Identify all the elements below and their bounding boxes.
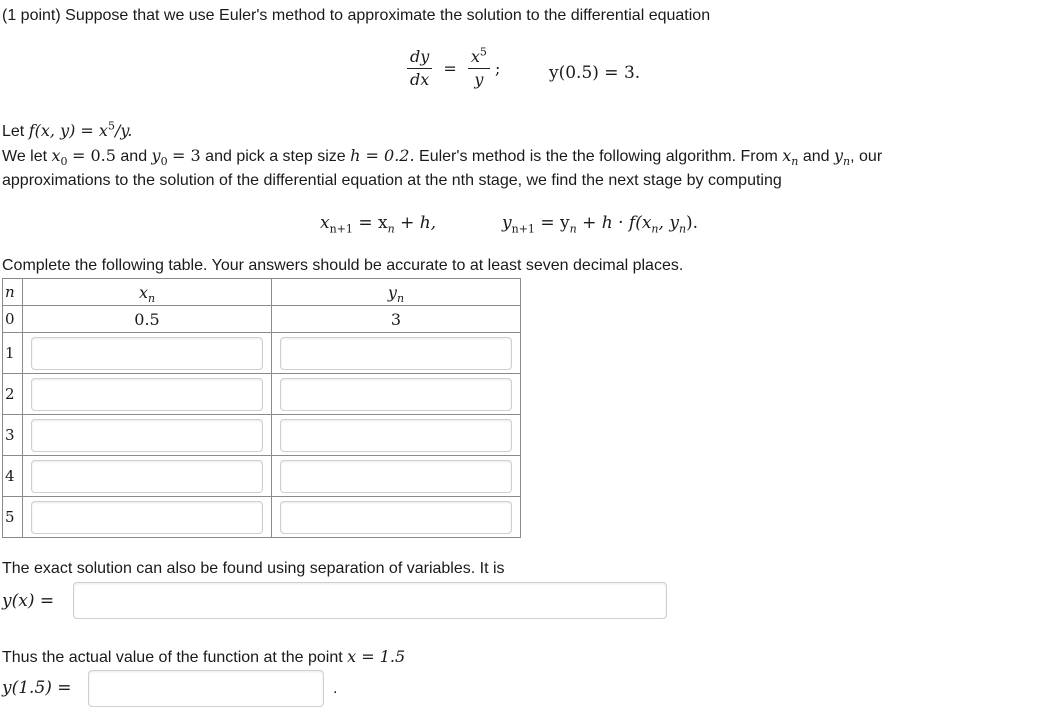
y5-input[interactable] — [280, 501, 512, 534]
x4-input[interactable] — [31, 460, 263, 493]
x3-input[interactable] — [31, 419, 263, 452]
x1-input[interactable] — [31, 337, 263, 370]
x0-value: 0.5 — [23, 306, 272, 333]
header-n: n — [3, 279, 23, 306]
y2-input[interactable] — [280, 378, 512, 411]
y1-input[interactable] — [280, 337, 512, 370]
exact-solution-text: The exact solution can also be found using separation of variables. It is — [2, 560, 505, 577]
x2-input[interactable] — [31, 378, 263, 411]
table-row — [3, 306, 521, 333]
f-definition-line: Let f(x, $y) = x^5/y$. — [2, 119, 133, 140]
row-index: 5 — [3, 497, 23, 538]
y0-value: 3 — [272, 306, 521, 333]
actual-value-text: Thus the actual value of the function at the point x = 1.5 — [2, 647, 406, 666]
y4-input[interactable] — [280, 460, 512, 493]
row-index: 1 — [3, 333, 23, 374]
table-instruction: Complete the following table. Your answers should be accurate to at least seven decimal places. — [2, 257, 684, 274]
table-header-row — [3, 279, 521, 306]
problem-intro: (1 point) Suppose that we use Euler's method to approximate the solution to the differential equation — [2, 7, 711, 24]
table-row — [3, 415, 521, 456]
initial-condition: y(0.5) = 3. — [549, 63, 641, 83]
ode-equation: $\frac{dy}{dx}$ = $\frac{x^5}{y}$ ; — [407, 46, 500, 91]
table-row — [3, 374, 521, 415]
euler-table — [2, 278, 521, 538]
actual-value-label: y(1.5) = — [2, 678, 72, 698]
actual-value-input[interactable] — [88, 670, 324, 707]
row-index: 4 — [3, 456, 23, 497]
formula-x: $x_{n+1} = x_n + h$, — [320, 213, 437, 236]
exact-solution-input[interactable] — [73, 582, 667, 619]
table-row — [3, 333, 521, 374]
ode-rhs: $\frac{x^5}{y}$ — [468, 46, 490, 91]
table-row — [3, 456, 521, 497]
header-xn: $x_n$ — [23, 279, 272, 306]
header-yn: $y_n$ — [272, 279, 521, 306]
table-row — [3, 497, 521, 538]
row-index: 2 — [3, 374, 23, 415]
row-index: 0 — [3, 306, 23, 333]
ode-derivative: $\frac{dy}{dx}$ — [407, 46, 432, 91]
y3-input[interactable] — [280, 419, 512, 452]
setup-line-2: approximations to the solution of the differential equation at the nth stage, we find the next stage by computing — [2, 172, 782, 189]
row-index: 3 — [3, 415, 23, 456]
x5-input[interactable] — [31, 501, 263, 534]
exact-solution-label: y(x) = — [2, 591, 55, 611]
formula-y: $y_{n+1} = y_n + h \cdot f(x_n$, $y_n$). — [502, 213, 699, 236]
setup-line: We let $x_0 = 0.5$ and $y_0 = 3$ and pick a step size h = 0.2. Euler's method is the the following algorithm. From $x_n$ and $y_n$, our — [2, 146, 883, 169]
trailing-period: . — [333, 680, 338, 697]
